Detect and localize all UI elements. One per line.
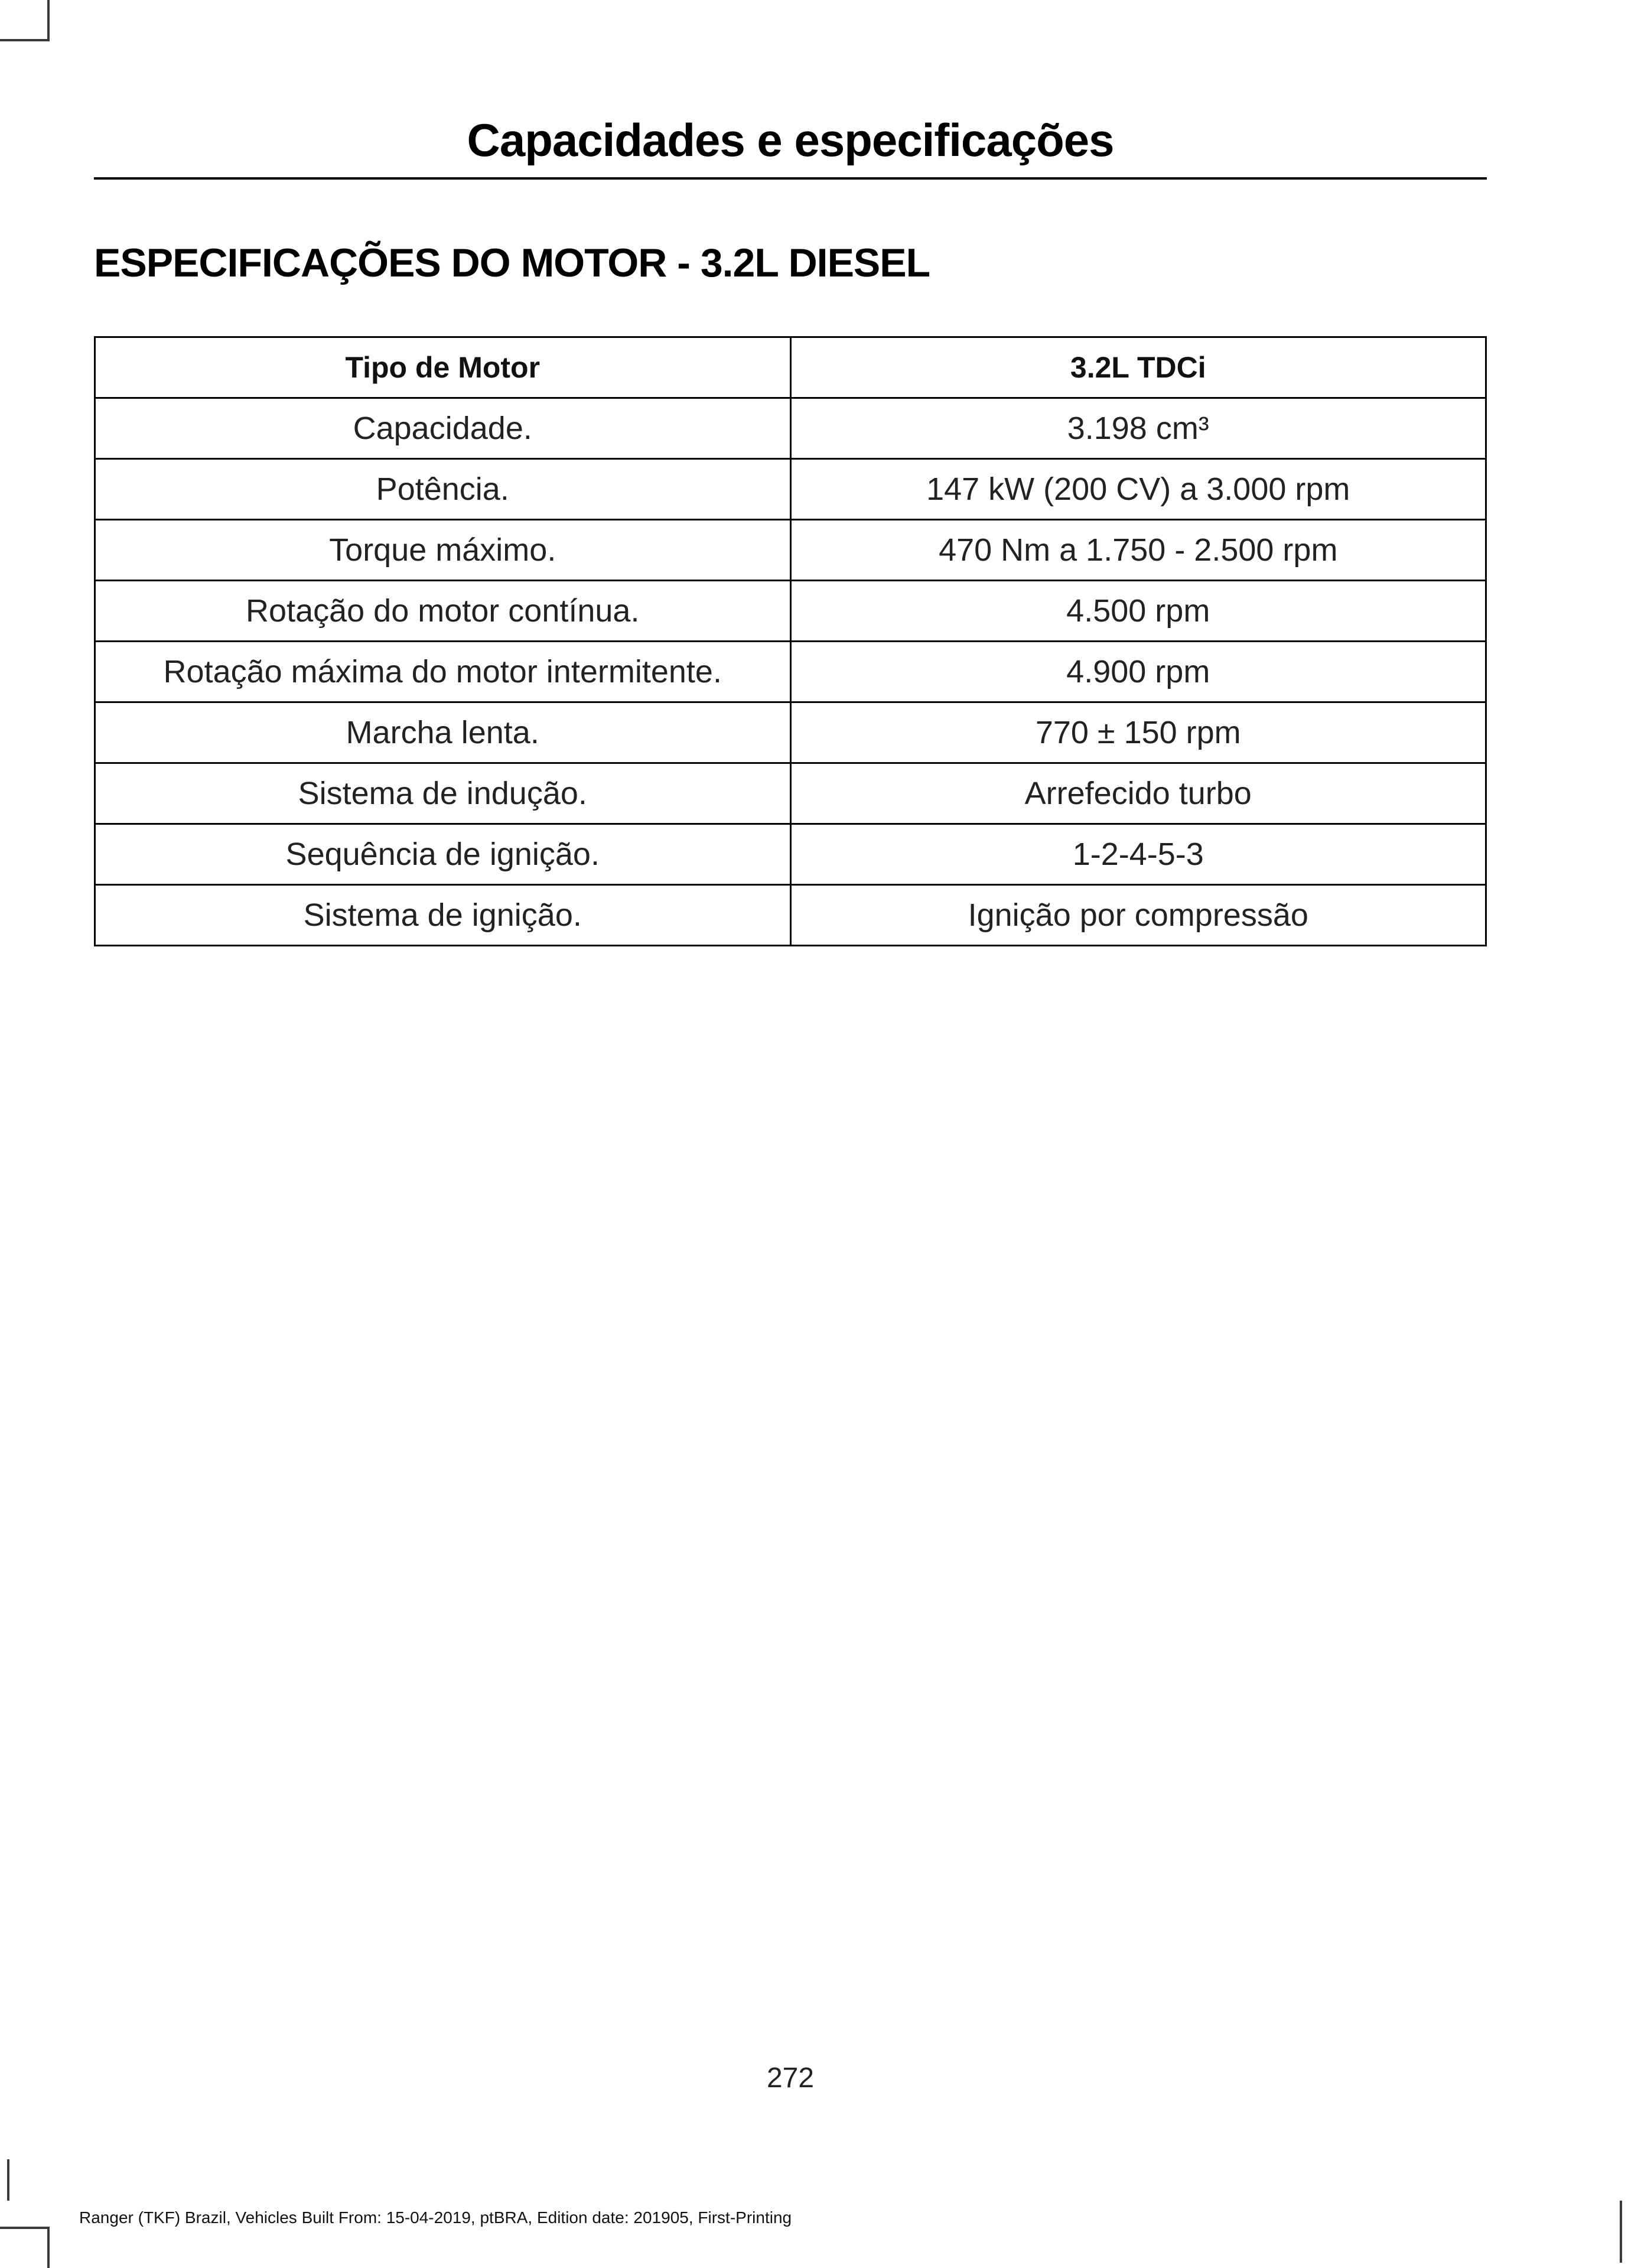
spec-value: 4.500 rpm [790, 581, 1486, 642]
crop-mark-bottom-left [0, 2227, 50, 2268]
page-number: 272 [766, 2062, 815, 2094]
spec-label: Potência. [95, 459, 791, 520]
section-title: ESPECIFICAÇÕES DO MOTOR - 3.2L DIESEL [94, 240, 930, 285]
spec-label: Capacidade. [95, 398, 791, 459]
table-row [95, 459, 1486, 520]
spec-label: Rotação máxima do motor intermitente. [95, 642, 791, 702]
spec-value: 1-2-4-5-3 [790, 824, 1486, 885]
spec-label: Torque máximo. [95, 520, 791, 581]
spec-label: Sequência de ignição. [95, 824, 791, 885]
header-rule [94, 177, 1487, 180]
spec-label: Sistema de ignição. [95, 885, 791, 946]
table-row [95, 824, 1486, 885]
table-row [95, 763, 1486, 824]
table-row [95, 398, 1486, 459]
spec-label: Sistema de indução. [95, 763, 791, 824]
crop-mark-top-left [0, 0, 50, 41]
spec-value: 4.900 rpm [790, 642, 1486, 702]
table-header-row [95, 337, 1486, 398]
crop-mark-left-tick [7, 2159, 9, 2201]
spec-value: Arrefecido turbo [790, 763, 1486, 824]
spec-label: Rotação do motor contínua. [95, 581, 791, 642]
table-header-engine-model: 3.2L TDCi [790, 337, 1486, 398]
spec-value: 770 ± 150 rpm [790, 702, 1486, 763]
table-row [95, 581, 1486, 642]
spec-value: 147 kW (200 CV) a 3.000 rpm [790, 459, 1486, 520]
chapter-title: Capacidades e especificações [467, 114, 1114, 166]
table-row [95, 520, 1486, 581]
footer-text: Ranger (TKF) Brazil, Vehicles Built From: 15-04-2019, ptBRA, Edition date: 201905, First-Printing [79, 2208, 792, 2227]
table-row [95, 885, 1486, 946]
engine-spec-table [94, 336, 1487, 946]
table-row [95, 702, 1486, 763]
spec-label: Marcha lenta. [95, 702, 791, 763]
crop-mark-bottom-right [1620, 2201, 1622, 2263]
spec-value: 3.198 cm³ [790, 398, 1486, 459]
spec-value: 470 Nm a 1.750 - 2.500 rpm [790, 520, 1486, 581]
spec-value: Ignição por compressão [790, 885, 1486, 946]
table-row [95, 642, 1486, 702]
table-header-engine-type: Tipo de Motor [95, 337, 791, 398]
